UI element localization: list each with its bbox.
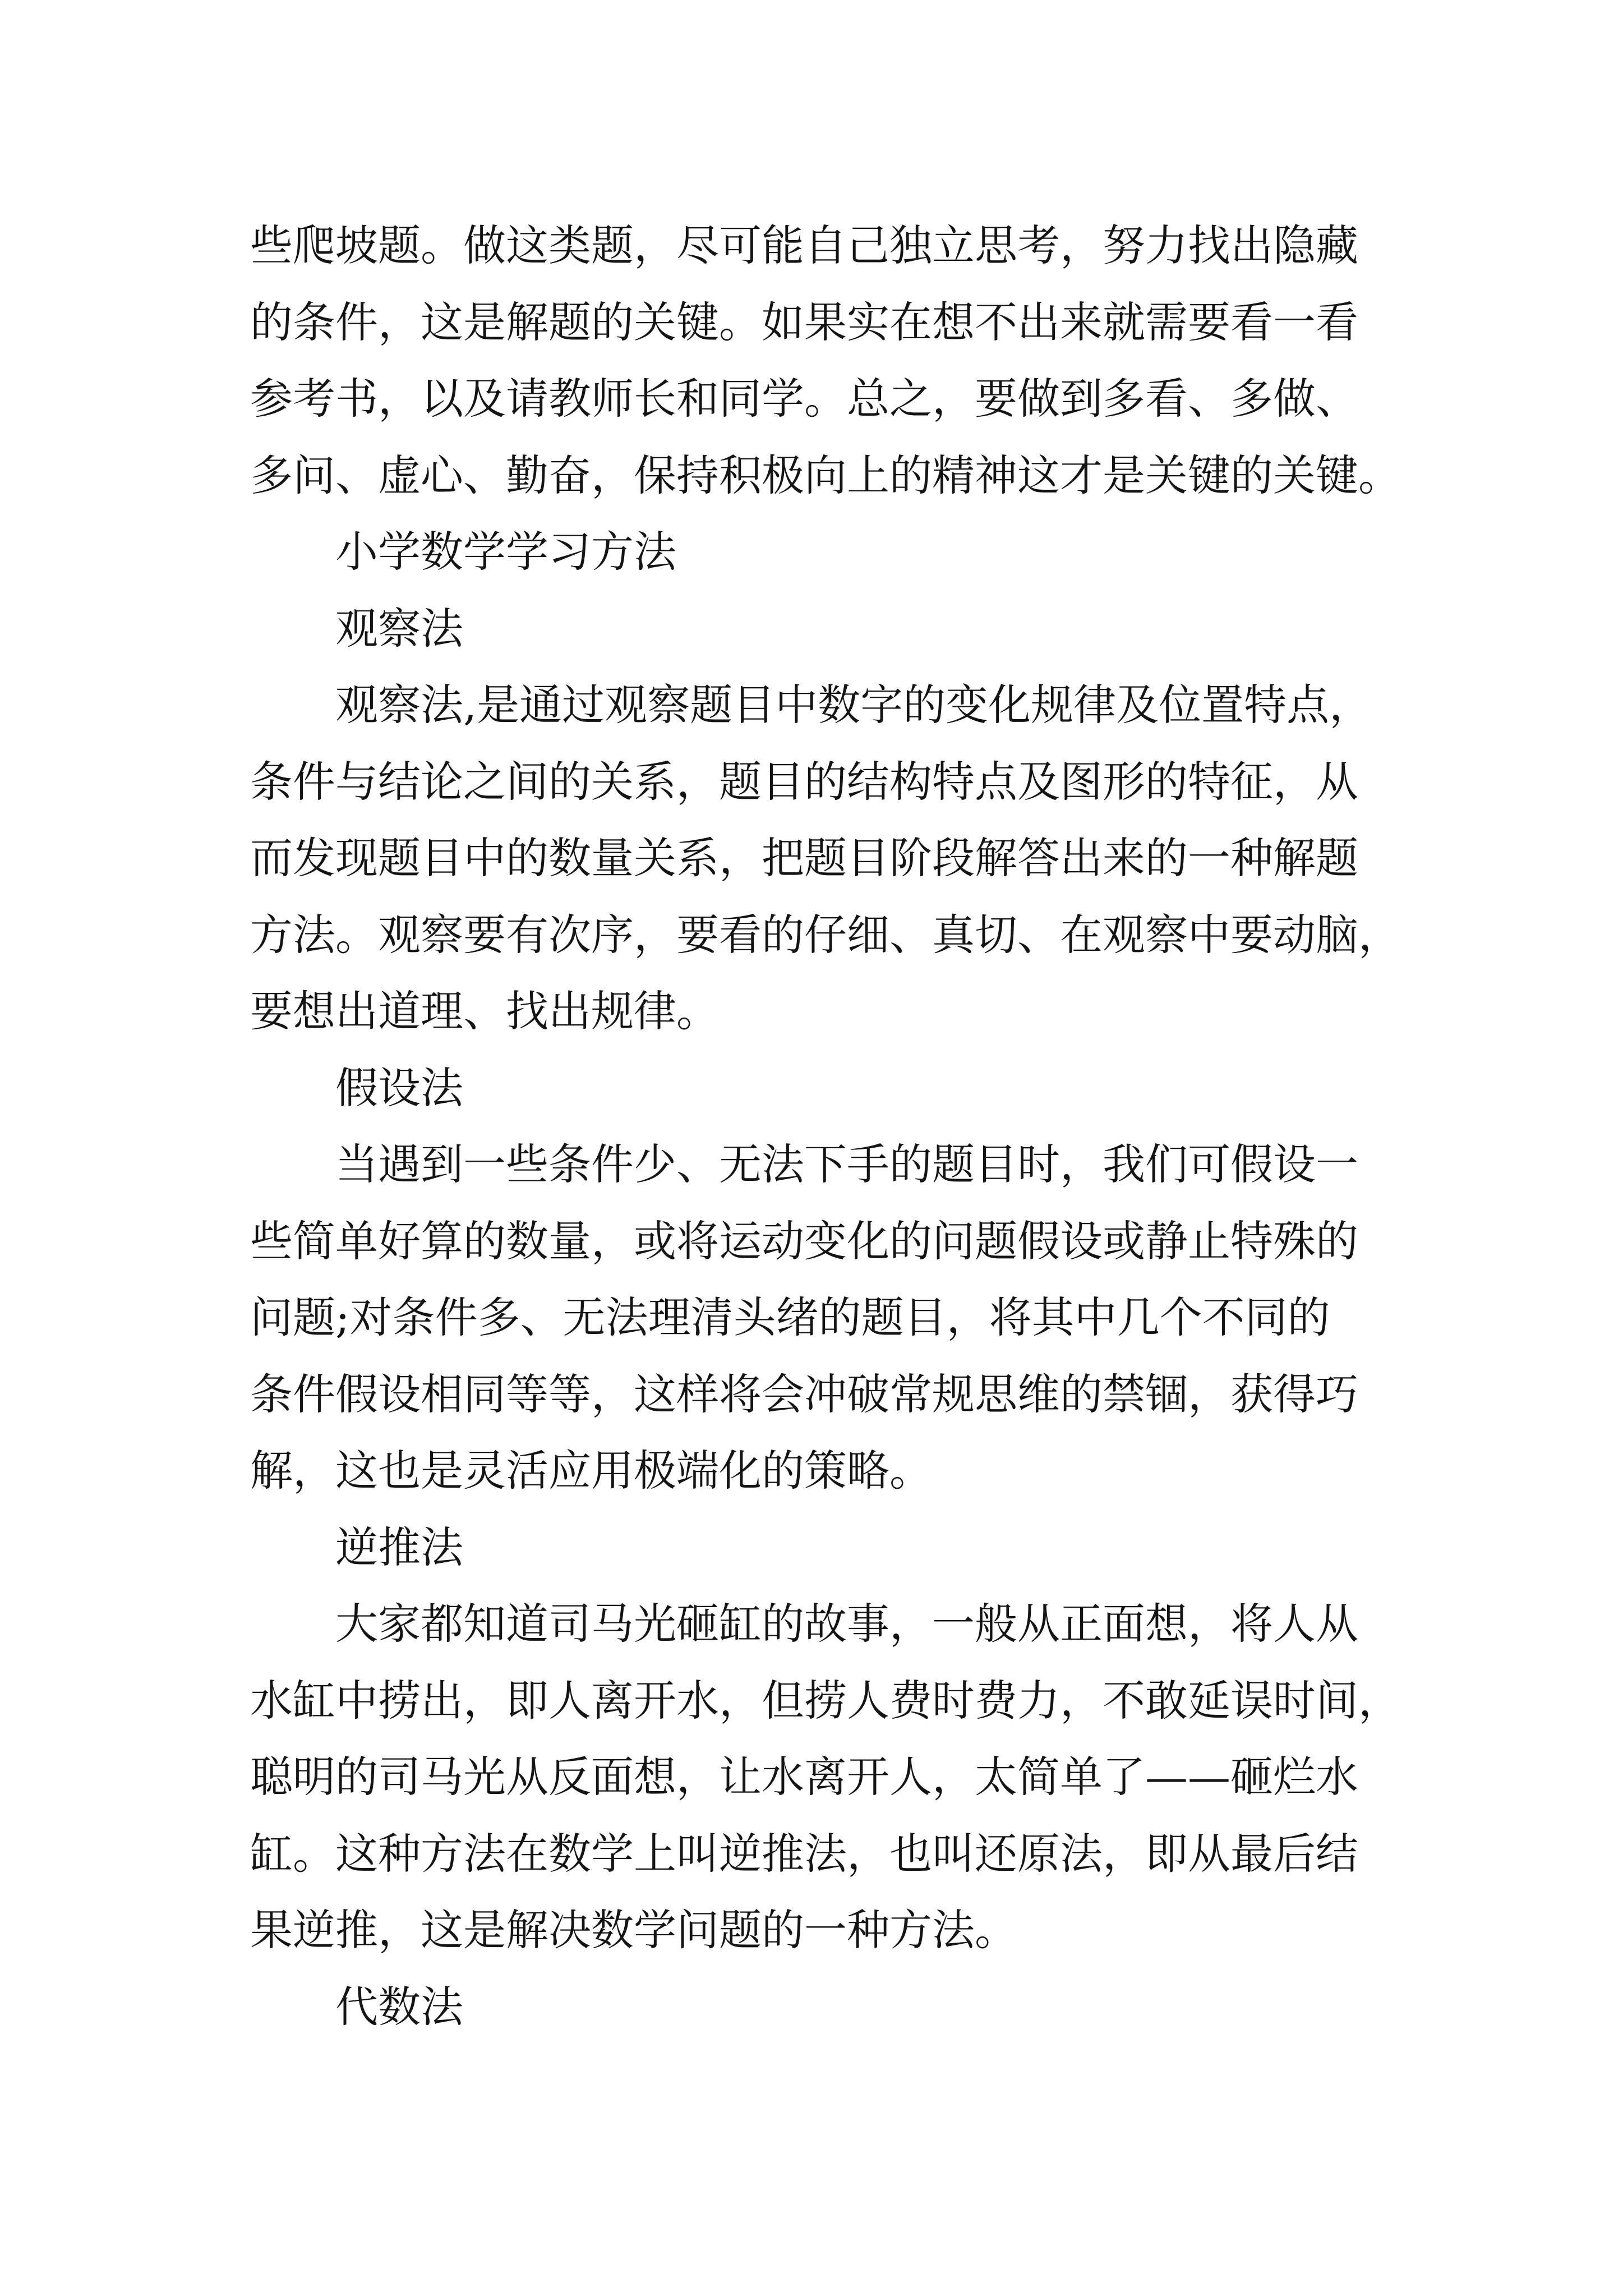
text-line: 水缸中捞出，即人离开水，但捞人费时费力，不敢延误时间， xyxy=(250,1676,1401,1726)
text-line: 大家都知道司马光砸缸的故事，一般从正面想，将人从 xyxy=(335,1599,1358,1649)
text-line: 条件与结论之间的关系，题目的结构特点及图形的特征，从 xyxy=(250,757,1358,807)
text-line: 缸。这种方法在数学上叫逆推法，也叫还原法，即从最后结 xyxy=(250,1829,1358,1879)
subsection-heading: 观察法 xyxy=(335,604,463,654)
text-line: 而发现题目中的数量关系，把题目阶段解答出来的一种解题 xyxy=(250,833,1358,883)
subsection-heading: 假设法 xyxy=(335,1063,463,1113)
subsection-heading: 逆推法 xyxy=(335,1522,463,1572)
text-line: 要想出道理、找出规律。 xyxy=(250,986,719,1036)
text-line: 些爬坡题。做这类题，尽可能自己独立思考，努力找出隐藏 xyxy=(250,220,1358,270)
text-line: 多问、虚心、勤奋，保持积极向上的精神这才是关键的关键。 xyxy=(250,450,1401,500)
subsection-heading: 代数法 xyxy=(335,1982,463,2032)
text-line: 些简单好算的数量，或将运动变化的问题假设或静止特殊的 xyxy=(250,1216,1358,1266)
section-heading: 小学数学学习方法 xyxy=(335,527,676,577)
text-line: 观察法,是通过观察题目中数字的变化规律及位置特点， xyxy=(335,680,1372,730)
text-line: 聪明的司马光从反面想，让水离开人，太简单了——砸烂水 xyxy=(250,1752,1358,1802)
text-line: 问题;对条件多、无法理清头绪的题目，将其中几个不同的 xyxy=(250,1292,1330,1342)
text-line: 当遇到一些条件少、无法下手的题目时，我们可假设一 xyxy=(335,1139,1358,1189)
text-line: 方法。观察要有次序，要看的仔细、真切、在观察中要动脑， xyxy=(250,910,1401,960)
text-line: 条件假设相同等等，这样将会冲破常规思维的禁锢，获得巧 xyxy=(250,1369,1358,1419)
text-line: 解，这也是灵活应用极端化的策略。 xyxy=(250,1446,932,1496)
text-line: 果逆推，这是解决数学问题的一种方法。 xyxy=(250,1905,1017,1955)
text-line: 的条件，这是解题的关键。如果实在想不出来就需要看一看 xyxy=(250,297,1358,347)
text-line: 参考书，以及请教师长和同学。总之，要做到多看、多做、 xyxy=(250,374,1358,424)
